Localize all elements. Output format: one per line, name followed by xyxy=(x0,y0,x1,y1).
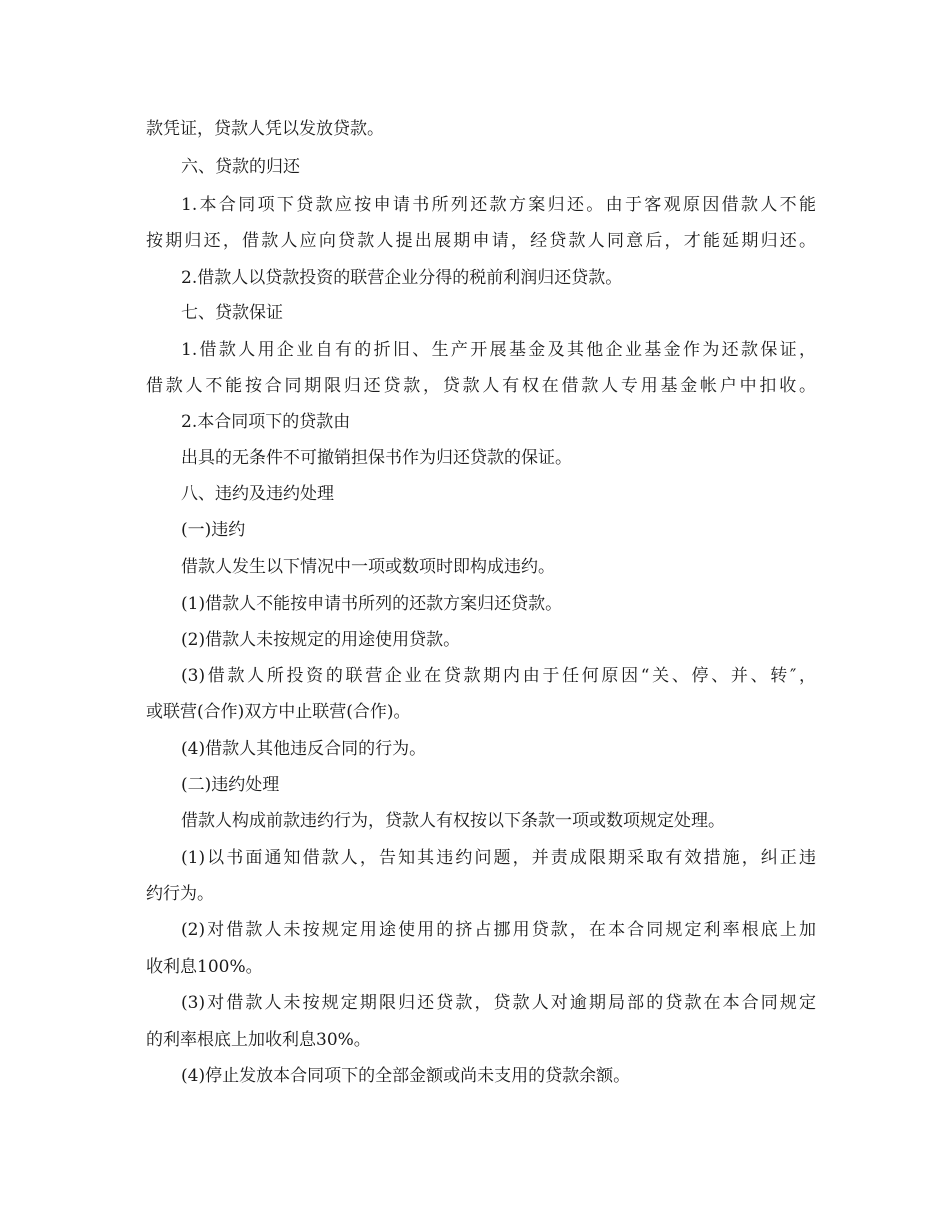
paragraph-line: 款凭证，贷款人凭以发放贷款。 xyxy=(146,119,384,139)
section-heading: 七、贷款保证 xyxy=(181,303,283,323)
subsection-heading: (一)违约 xyxy=(181,520,246,540)
section-heading: 六、贷款的归还 xyxy=(181,157,300,177)
paragraph-line: 或联营(合作)双方中止联营(合作)。 xyxy=(146,702,411,722)
paragraph-line: 借款人发生以下情况中一项或数项时即构成违约。 xyxy=(181,557,555,577)
paragraph-line: 借款人构成前款违约行为，贷款人有权按以下条款一项或数项规定处理。 xyxy=(181,811,725,831)
paragraph-line: 收利息100%。 xyxy=(146,957,263,977)
list-item: (2)借款人未按规定的用途使用贷款。 xyxy=(181,630,461,650)
paragraph-line: 的利率根底上加收利息30%。 xyxy=(146,1030,371,1050)
subsection-heading: (二)违约处理 xyxy=(181,775,280,795)
list-item: (1)以书面通知借款人，告知其违约问题，并责成限期采取有效措施，纠正违 xyxy=(181,848,816,868)
paragraph-line: 约行为。 xyxy=(146,884,214,904)
list-item: (4)停止发放本合同项下的全部金额或尚未支用的贷款余额。 xyxy=(181,1066,631,1086)
list-item: (3)借款人所投资的联营企业在贷款期内由于任何原因“关、停、并、转″， xyxy=(181,666,816,686)
list-item: (4)借款人其他违反合同的行为。 xyxy=(181,739,427,759)
section-heading: 八、违约及违约处理 xyxy=(181,484,334,504)
list-item: (3)对借款人未按规定期限归还贷款，贷款人对逾期局部的贷款在本合同规定 xyxy=(181,993,816,1013)
paragraph-line: 1.借款人用企业自有的折旧、生产开展基金及其他企业基金作为还款保证， xyxy=(181,340,816,360)
paragraph-line: 2.本合同项下的贷款由 xyxy=(181,412,351,432)
list-item: (2)对借款人未按规定用途使用的挤占挪用贷款，在本合同规定利率根底上加 xyxy=(181,920,816,940)
paragraph-line: 出具的无条件不可撤销担保书作为归还贷款的保证。 xyxy=(181,448,572,468)
paragraph-line: 按期归还，借款人应向贷款人提出展期申请，经贷款人同意后，才能延期归还。 xyxy=(146,231,816,251)
paragraph-line: 2.借款人以贷款投资的联营企业分得的税前利润归还贷款。 xyxy=(181,268,623,288)
paragraph-line: 借款人不能按合同期限归还贷款，贷款人有权在借款人专用基金帐户中扣收。 xyxy=(146,376,816,396)
paragraph-line: 1.本合同项下贷款应按申请书所列还款方案归还。由于客观原因借款人不能 xyxy=(181,195,816,215)
list-item: (1)借款人不能按申请书所列的还款方案归还贷款。 xyxy=(181,594,563,614)
